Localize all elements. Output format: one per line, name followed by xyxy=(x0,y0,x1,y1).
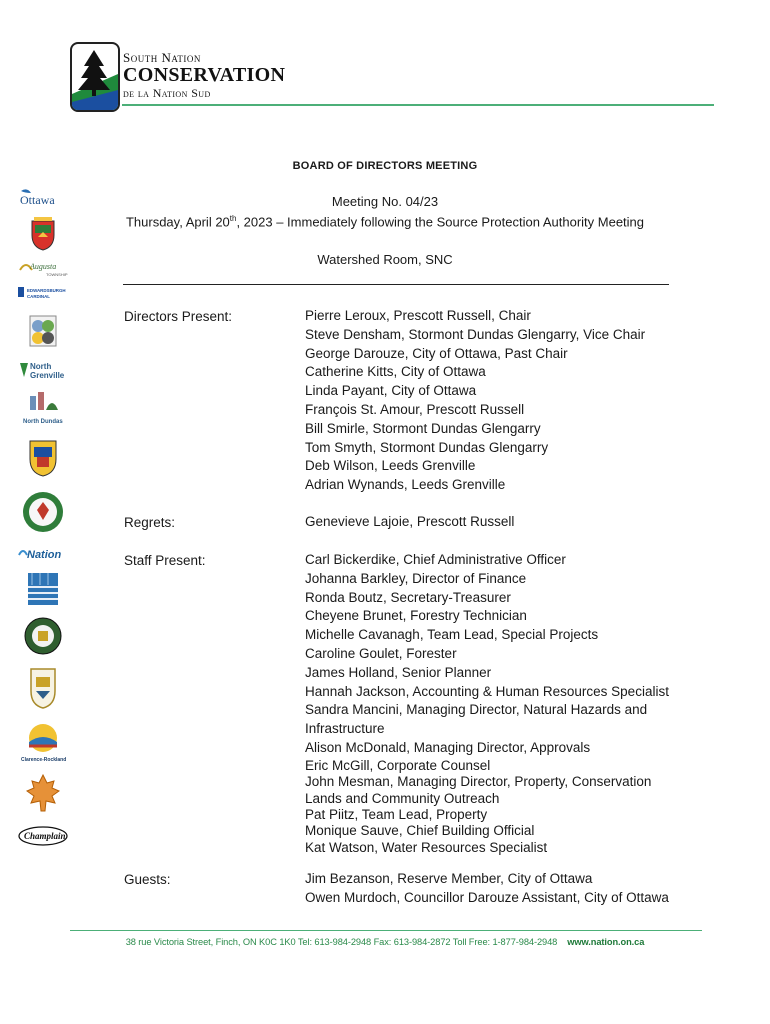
edwardsburgh-logo-sub: CARDINAL xyxy=(27,294,50,299)
township-crest-icon xyxy=(18,666,68,710)
clarence-rockland-logo xyxy=(18,720,68,764)
edwardsburgh-cardinal-logo xyxy=(18,284,68,302)
footer-divider xyxy=(70,930,702,931)
list-item: Carl Bickerdike, Chief Administrative Officer xyxy=(305,552,566,567)
maple-leaf-emblem-icon xyxy=(18,772,68,814)
north-grenville-text2: Grenville xyxy=(30,371,65,380)
ottawa-logo xyxy=(18,186,68,210)
date-suffix: , 2023 – Immediately following the Source Protection Authority Meeting xyxy=(236,214,645,230)
list-item: Ronda Boutz, Secretary-Treasurer xyxy=(305,589,511,605)
meeting-date xyxy=(0,214,770,229)
augusta-logo xyxy=(18,257,68,279)
org-line2: CONSERVATION xyxy=(123,64,286,86)
regrets-list xyxy=(305,513,514,532)
staff-list xyxy=(305,551,669,856)
list-item: Deb Wilson, Leeds Grenville xyxy=(305,458,476,474)
list-item: Kat Watson, Water Resources Specialist xyxy=(305,839,548,855)
list-item: Lands and Community Outreach xyxy=(305,790,500,806)
list-item: Pierre Leroux, Prescott Russell, Chair xyxy=(305,308,531,323)
snc-logo xyxy=(70,42,120,112)
nation-logo xyxy=(18,544,68,562)
directors-label: Directors Present: xyxy=(124,309,233,324)
footer-website: www.nation.on.ca xyxy=(567,937,645,947)
county-crest-icon xyxy=(18,436,68,478)
footer xyxy=(0,937,770,947)
list-item: Tom Smyth, Stormont Dundas Glengarry xyxy=(305,439,549,455)
list-item: Infrastructure xyxy=(305,721,385,737)
list-item: Catherine Kitts, City of Ottawa xyxy=(305,364,486,380)
list-item: Caroline Goulet, Forester xyxy=(305,645,457,661)
list-item: Steve Densham, Stormont Dundas Glengarry, Vice Chair xyxy=(305,326,646,342)
list-item: Alison McDonald, Managing Director, Approvals xyxy=(305,739,591,755)
list-item: Eric McGill, Corporate Counsel xyxy=(305,757,491,773)
list-item: François St. Amour, Prescott Russell xyxy=(305,401,525,417)
date-sup: th xyxy=(229,214,237,223)
list-item: Michelle Cavanagh, Team Lead, Special Projects xyxy=(305,627,599,643)
north-grenville-logo xyxy=(18,358,68,382)
augusta-logo-text: Augusta xyxy=(30,262,57,271)
augusta-logo-sub: TOWNSHIP xyxy=(46,272,68,277)
meeting-number: Meeting No. 04/23 xyxy=(331,194,439,209)
list-item: Bill Smirle, Stormont Dundas Glengarry xyxy=(305,420,541,436)
township-seal-icon xyxy=(18,616,68,656)
list-item: John Mesman, Managing Director, Property, Conservation xyxy=(305,774,652,790)
prescott-russell-crest-icon xyxy=(18,216,68,252)
list-item: Hannah Jackson, Accounting & Human Resources Specialist xyxy=(305,683,669,699)
guests-label: Guests: xyxy=(124,872,171,887)
sdg-seal-icon xyxy=(18,490,68,534)
list-item: Sandra Mancini, Managing Director, Natural Hazards and xyxy=(305,702,648,718)
list-item: Johanna Barkley, Director of Finance xyxy=(305,570,527,586)
staff-label: Staff Present: xyxy=(124,553,206,568)
list-item: Genevieve Lajoie, Prescott Russell xyxy=(305,514,515,529)
org-line1: South Nation xyxy=(123,50,201,65)
north-grenville-text1: North xyxy=(30,362,52,371)
meeting-title: BOARD OF DIRECTORS MEETING xyxy=(292,160,478,172)
list-item: Linda Payant, City of Ottawa xyxy=(305,383,477,399)
champlain-logo xyxy=(18,824,68,846)
list-item: Monique Sauve, Chief Building Official xyxy=(305,823,535,839)
edwardsburgh-logo-text: EDWARDSBURGH xyxy=(27,288,66,293)
list-item: George Darouze, City of Ottawa, Past Chair xyxy=(305,345,568,361)
list-item: Jim Bezanson, Reserve Member, City of Ottawa xyxy=(305,871,593,886)
municipality-emblem-icon xyxy=(18,313,68,349)
clarence-logo-text: Clarence-Rockland xyxy=(21,757,67,763)
organization-name xyxy=(123,50,285,101)
directors-list xyxy=(305,307,645,495)
title-divider xyxy=(123,284,669,285)
list-item: James Holland, Senior Planner xyxy=(305,664,492,680)
footer-address: 38 rue Victoria Street, Finch, ON K0C 1K0 Tel: 613-984-2948 Fax: 613-984-2872 Toll Free: 1-877-984-2948 xyxy=(125,937,558,947)
org-line3: de la Nation Sud xyxy=(123,86,211,100)
date-prefix: Thursday, April 20 xyxy=(125,214,230,230)
regrets-label: Regrets: xyxy=(124,515,176,530)
guests-list xyxy=(305,870,669,908)
fields-emblem-icon xyxy=(18,572,68,606)
champlain-logo-text: Champlain xyxy=(24,831,66,841)
north-dundas-text: North Dundas xyxy=(23,419,63,425)
nation-logo-text: Nation xyxy=(27,549,62,561)
meeting-location: Watershed Room, SNC xyxy=(317,252,453,267)
header-divider xyxy=(122,104,714,106)
list-item: Adrian Wynands, Leeds Grenville xyxy=(305,477,506,493)
north-dundas-logo xyxy=(18,390,68,426)
list-item: Cheyene Brunet, Forestry Technician xyxy=(305,608,527,624)
list-item: Pat Piitz, Team Lead, Property xyxy=(305,806,488,822)
list-item: Owen Murdoch, Councillor Darouze Assistant, City of Ottawa xyxy=(305,889,669,905)
ottawa-logo-text: Ottawa xyxy=(20,193,55,207)
